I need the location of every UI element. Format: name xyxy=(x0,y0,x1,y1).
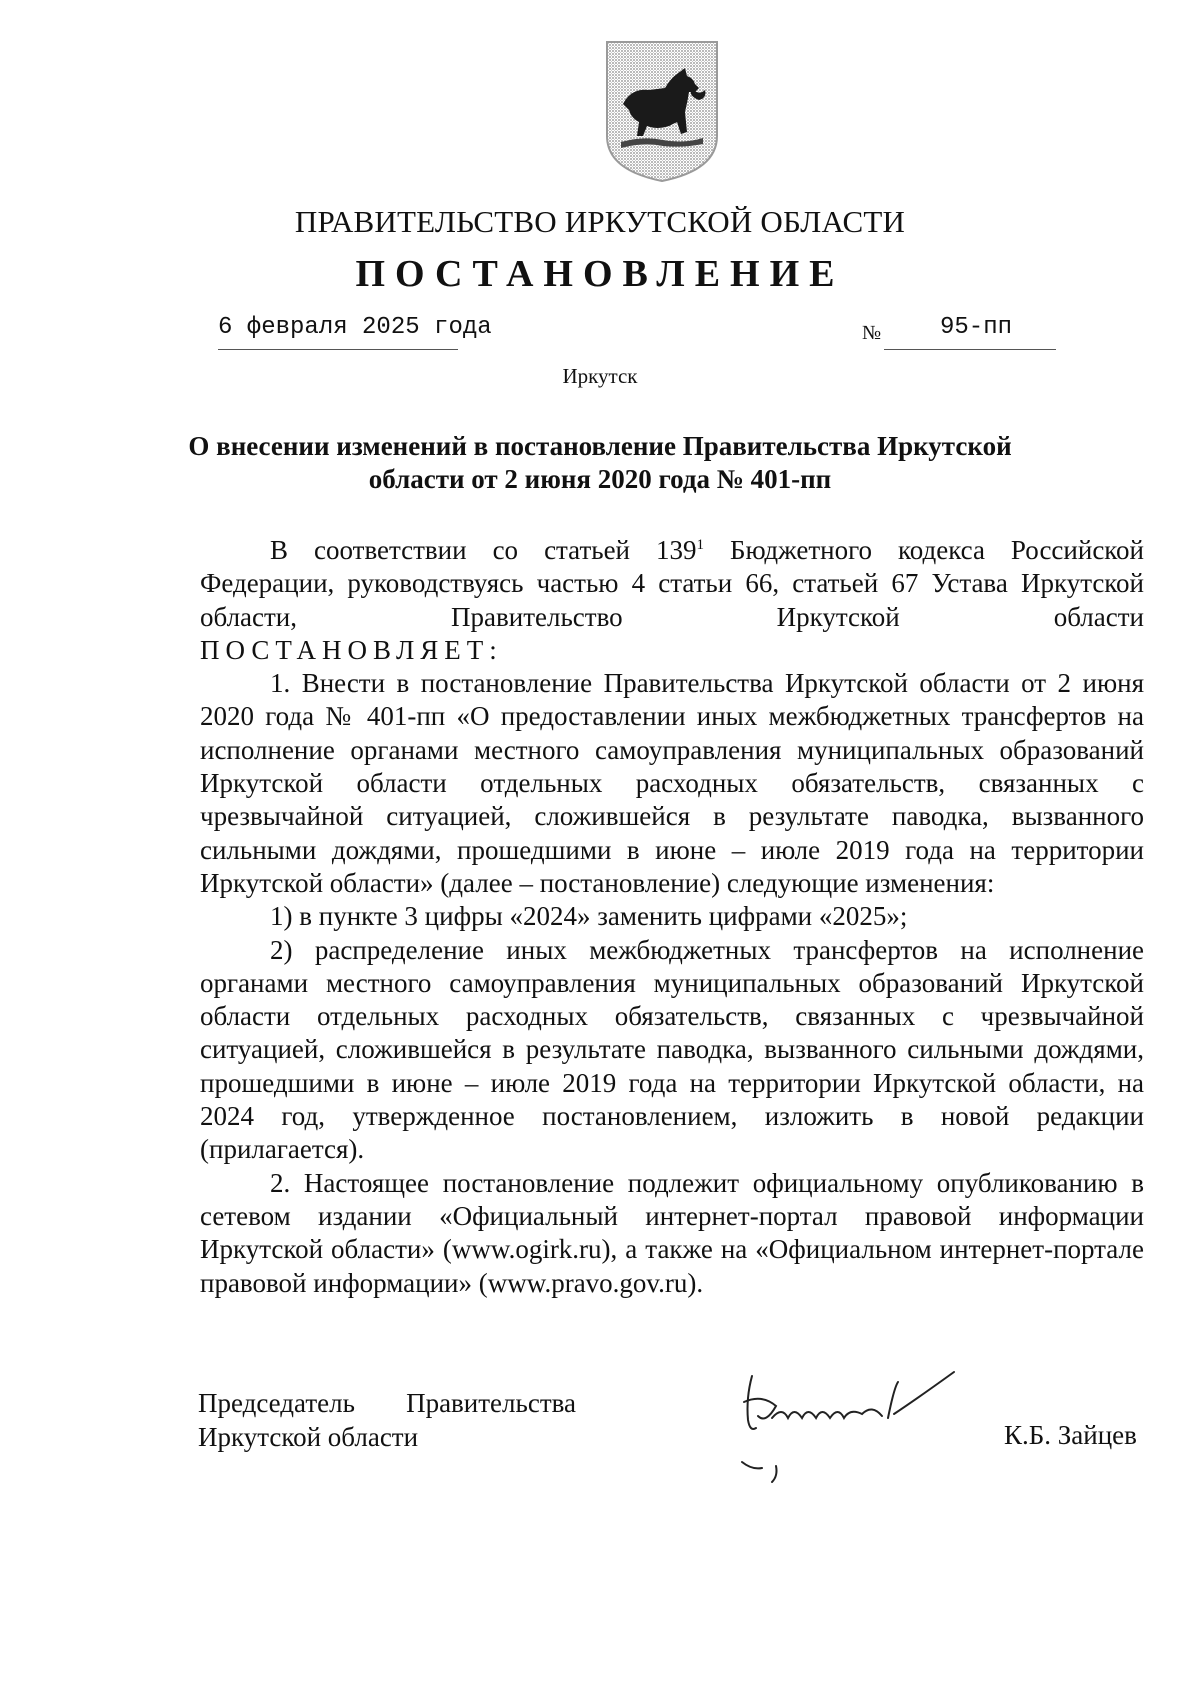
intro-text-a: В соответствии со статьей 139 xyxy=(270,535,697,565)
position-word-1: Председатель xyxy=(198,1388,355,1418)
decree-date: 6 февраля 2025 года xyxy=(218,314,492,341)
coat-of-arms-icon xyxy=(603,38,721,184)
item-1: 1. Внести в постановление Правительства Иркутской области от 2 июня 2020 года № 401-пп «О предоставлении иных межбюджетных трансфертов на исполнение органами местного самоуправления муниципальных образований Иркутской области отдельных расходных обязательств, связанных с чрезвычайной ситуацией, сложившейся в результате паводка, вызванного сильными дождями, прошедшими в июне – июле 2019 года на территории Иркутской области» (далее – постановление) следующие изменения: xyxy=(200,668,1144,898)
decree-body xyxy=(200,534,1144,1300)
intro-paragraph xyxy=(200,534,1144,634)
document-type-title: ПОСТАНОВЛЕНИЕ xyxy=(355,253,845,295)
article-superscript: 1 xyxy=(696,537,705,553)
position-line-2: Иркутской области xyxy=(198,1422,419,1452)
city-label: Иркутск xyxy=(562,364,638,388)
number-sign: № xyxy=(862,322,882,344)
decides-word: ПОСТАНОВЛЯЕТ: xyxy=(200,634,503,665)
item-2: 2. Настоящее постановление подлежит официальному опубликованию в сетевом издании «Официальный интернет-портал правовой информации Иркутской области» (www.ogirk.ru), а также на «Официальном интернет-портале правовой информации» (www.pravo.gov.ru). xyxy=(200,1167,1144,1298)
subject-line-2: области от 2 июня 2020 года № 401-пп xyxy=(368,464,832,494)
intro-text-b: Бюджетного кодекса Российской Федерации, руководствуясь частью 4 статьи 66, статьей 67 Устава Иркутской области, Правительство Иркутской области xyxy=(200,535,1144,632)
position-word-2: Правительства xyxy=(406,1388,576,1418)
item-1-1: 1) в пункте 3 цифры «2024» заменить цифрами «2025»; xyxy=(270,901,908,932)
subject-line-1: О внесении изменений в постановление Правительства Иркутской xyxy=(188,431,1012,461)
government-title: ПРАВИТЕЛЬСТВО ИРКУТСКОЙ ОБЛАСТИ xyxy=(294,204,906,239)
signatory-name: К.Б. Зайцев xyxy=(1004,1420,1137,1450)
decree-number: 95-пп xyxy=(940,314,1013,341)
number-underline xyxy=(884,349,1056,350)
signatory-position xyxy=(198,1386,576,1454)
date-underline xyxy=(218,349,458,350)
handwritten-signature xyxy=(722,1358,992,1488)
decree-subject xyxy=(180,430,1020,496)
item-1-2: 2) распределение иных межбюджетных трансфертов на исполнение органами местного самоуправления муниципальных образований Иркутской области отдельных расходных обязательств, связанных с чрезвычайной ситуацией, сложившейся в результате паводка, вызванного сильными дождями, прошедшими в июне – июле 2019 года на территории Иркутской области, на 2024 год, утвержденное постановлением, изложить в новой редакции (прилагается). xyxy=(200,934,1144,1165)
